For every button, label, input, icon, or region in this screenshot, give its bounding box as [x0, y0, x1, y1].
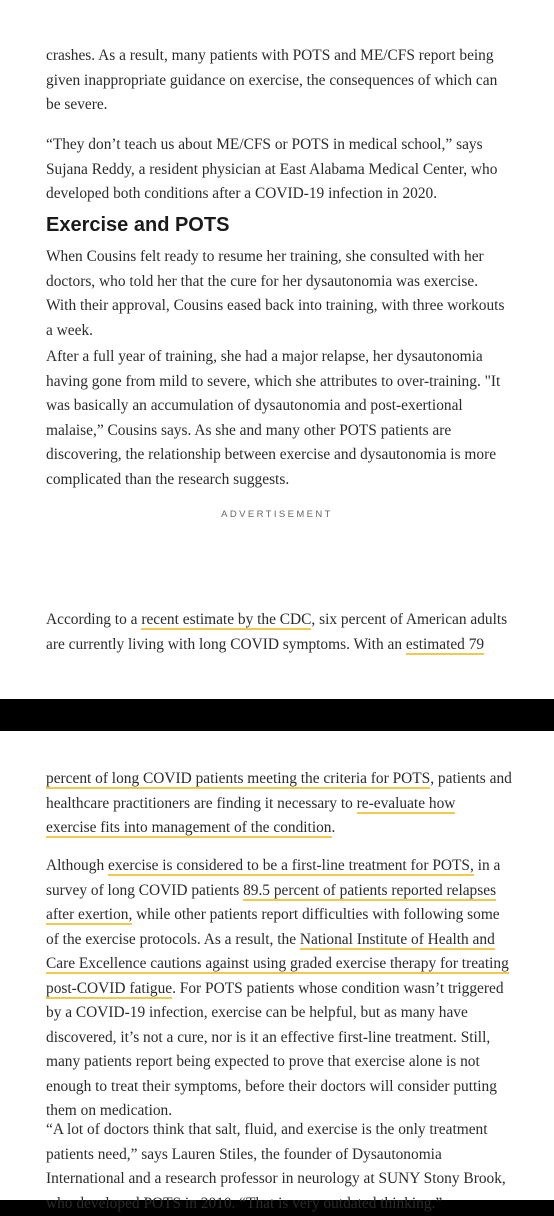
text-line [46, 977, 516, 1002]
text-line: With their approval, Cousins eased back into training, with three workouts [46, 294, 516, 319]
advertisement-label: ADVERTISEMENT [0, 509, 554, 520]
link-estimated-79[interactable]: estimated 79 [406, 636, 484, 655]
text-line: them on medication. [46, 1099, 516, 1124]
text-fragment: survey of long COVID patients [46, 882, 243, 899]
text-line [46, 903, 516, 928]
text-line: When Cousins felt ready to resume her training, she consulted with her [46, 245, 516, 270]
text-fragment: while other patients report difficulties with following some [132, 906, 499, 923]
link-nice-guidance-cont[interactable]: Care Excellence cautions against using graded exercise therapy for treating [46, 955, 509, 974]
link-re-evaluate-cont[interactable]: exercise fits into management of the condition [46, 819, 332, 838]
text-fragment: . [332, 819, 336, 836]
paragraph-cdc-estimate [46, 608, 516, 657]
paragraph-cousins-training [46, 245, 516, 343]
text-line: having gone from mild to severe, which she attributes to over-training. "It [46, 370, 516, 395]
text-line: “A lot of doctors think that salt, fluid, and exercise is the only treatment [46, 1118, 516, 1143]
text-line: be severe. [46, 93, 516, 118]
text-line: doctors, who told her that the cure for her dysautonomia was exercise. [46, 270, 516, 295]
text-line: “They don’t teach us about ME/CFS or POTS in medical school,” says [46, 133, 516, 158]
paragraph-although [46, 854, 516, 1124]
text-line [46, 792, 516, 817]
text-fragment: , patients and [430, 770, 512, 787]
text-fragment: . For POTS patients whose condition wasn’t triggered [172, 980, 503, 997]
text-line: by a COVID-19 infection, exercise can be helpful, but as many have [46, 1001, 516, 1026]
text-line: crashes. As a result, many patients with POTS and ME/CFS report being [46, 44, 516, 69]
text-line: complicated than the research suggests. [46, 468, 516, 493]
article-screenshot-bottom [0, 731, 554, 1200]
section-heading: Exercise and POTS [46, 214, 229, 237]
text-fragment: , six percent of American adults [311, 611, 507, 628]
text-line: developed both conditions after a COVID-19 infection in 2020. [46, 182, 516, 207]
link-nice-guidance-end[interactable]: post-COVID fatigue [46, 980, 172, 999]
link-relapses-survey-cont[interactable]: after exertion, [46, 906, 132, 925]
text-line [46, 854, 516, 879]
text-line: malaise,” Cousins says. As she and many other POTS patients are [46, 419, 516, 444]
text-line [46, 928, 516, 953]
text-line: After a full year of training, she had a major relapse, her dysautonomia [46, 345, 516, 370]
text-line [46, 952, 516, 977]
text-line: enough to treat their symptoms, before their doctors will consider putting [46, 1075, 516, 1100]
text-fragment: of the exercise protocols. As a result, the [46, 931, 300, 948]
text-line [46, 633, 516, 658]
text-line: a week. [46, 319, 516, 344]
text-fragment: in a [474, 857, 501, 874]
text-line: patients need,” says Lauren Stiles, the founder of Dysautonomia [46, 1143, 516, 1168]
text-line [46, 879, 516, 904]
paragraph-reddy-quote [46, 133, 516, 207]
text-fragment: According to a [46, 611, 141, 628]
text-line: was basically an accumulation of dysautonomia and post-exertional [46, 394, 516, 419]
text-line: discovering, the relationship between exercise and dysautonomia is more [46, 443, 516, 468]
link-relapses-survey[interactable]: 89.5 percent of patients reported relapses [243, 882, 496, 901]
text-fragment: Although [46, 857, 108, 874]
text-line: many patients report being expected to prove that exercise alone is not [46, 1050, 516, 1075]
text-line [46, 608, 516, 633]
link-nice-guidance[interactable]: National Institute of Health and [300, 931, 495, 950]
link-pots-criteria[interactable]: percent of long COVID patients meeting the criteria for POTS [46, 770, 430, 789]
text-line: International and a research professor in neurology at SUNY Stony Brook, [46, 1167, 516, 1192]
text-fragment: healthcare practitioners are finding it necessary to [46, 795, 357, 812]
text-line: Sujana Reddy, a resident physician at East Alabama Medical Center, who [46, 158, 516, 183]
text-line: discovered, it’s not a cure, nor is it an effective first-line treatment. Still, [46, 1026, 516, 1051]
text-line [46, 767, 516, 792]
paragraph-criteria [46, 767, 516, 841]
paragraph-relapse [46, 345, 516, 492]
paragraph-stiles-quote [46, 1118, 516, 1216]
text-line [46, 816, 516, 841]
link-first-line-treatment[interactable]: exercise is considered to be a first-line treatment for POTS, [108, 857, 474, 876]
paragraph-intro [46, 44, 516, 118]
text-line: who developed POTS in 2010. “That is very outdated thinking.” [46, 1192, 516, 1216]
text-line: given inappropriate guidance on exercise, the consequences of which can [46, 69, 516, 94]
text-fragment: are currently living with long COVID symptoms. With an [46, 636, 406, 653]
link-cdc-estimate[interactable]: recent estimate by the CDC [141, 611, 311, 630]
link-re-evaluate[interactable]: re-evaluate how [357, 795, 456, 814]
